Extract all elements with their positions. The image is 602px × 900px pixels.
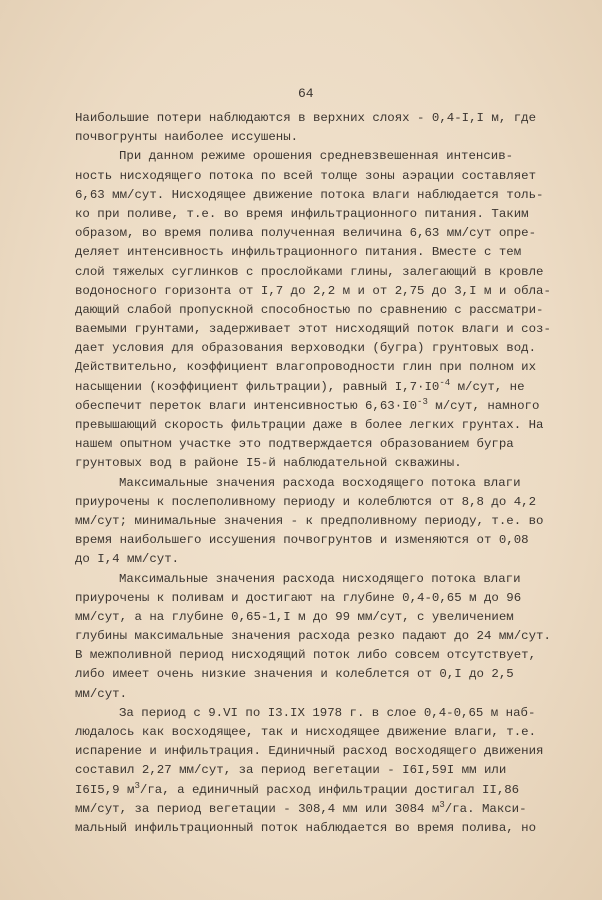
- text-line: Максимальные значения расхода восходящего потока влаги: [119, 475, 521, 490]
- text-line: составил 2,27 мм/сут, за период вегетации - I6I,59I мм или: [75, 763, 507, 778]
- text-segment: обеспечит переток влаги интенсивностью 6,63·I0: [75, 398, 418, 413]
- text-line: дающий слабой пропускной способностью по сравнению с рассматри-: [75, 302, 544, 317]
- text-line: ко при поливе, т.е. во время инфильтрационного питания. Таким: [75, 206, 529, 221]
- text-line: ваемыми грунтами, задерживает этот нисходящий поток влаги и соз-: [75, 322, 551, 337]
- text-line: либо имеет очень низкие значения и колеблется от 0,I до 2,5: [75, 667, 514, 682]
- text-line: приурочены к послеполивному периоду и колеблются от 8,8 до 4,2: [75, 494, 537, 509]
- text-line: ность нисходящего потока по всей толще зоны аэрации составляет: [75, 168, 537, 183]
- text-line: образом, во время полива полученная величина 6,63 мм/сут опре-: [75, 226, 537, 241]
- text-line: глубины максимальные значения расхода резко падают до 24 мм/сут.: [75, 629, 551, 644]
- text-segment: м/сут, намного: [427, 398, 540, 413]
- page-number: 64: [298, 86, 314, 101]
- text-line: приурочены к поливам и достигают на глубине 0,4-0,65 м до 96: [75, 590, 522, 605]
- text-line: деляет интенсивность инфильтрационного питания. Вместе с тем: [75, 245, 522, 260]
- superscript: -4: [439, 377, 451, 388]
- text-line: слой тяжелых суглинков с прослойками глины, залегающий в кровле: [75, 264, 544, 279]
- text-line: мм/сут, а на глубине 0,65-1,I м до 99 мм/сут, с увеличением: [75, 609, 514, 624]
- superscript: 3: [134, 780, 140, 791]
- text-line: мальный инфильтрационный поток наблюдается во время полива, но: [75, 820, 537, 835]
- text-line: [75, 781, 585, 800]
- text-line: [75, 397, 585, 416]
- text-line: Наибольшие потери наблюдаются в верхних слоях - 0,4-I,I м, где: [75, 111, 537, 125]
- text-line: За период с 9.VI по I3.IX 1978 г. в слое 0,4-0,65 м наб-: [119, 705, 536, 720]
- text-line: до I,4 мм/сут.: [75, 552, 180, 567]
- text-line: мм/сут.: [75, 686, 128, 701]
- text-line: дает условия для образования верховодки (бугра) грунтовых вод.: [75, 341, 537, 356]
- text-line: людалось как восходящее, так и нисходящее движение влаги, т.е.: [75, 725, 537, 739]
- superscript: -3: [417, 396, 428, 407]
- text-segment: м/сут, не: [450, 379, 525, 394]
- text-line: превышающий скорость фильтрации даже в более легких грунтах. На: [75, 418, 544, 432]
- text-segment: /га. Макси-: [444, 801, 527, 816]
- text-line: В межполивной период нисходящий поток либо совсем отсутствует,: [75, 648, 537, 663]
- text-line: испарение и инфильтрация. Единичный расход восходящего движения: [75, 744, 544, 759]
- text-line: водоносного горизонта от I,7 до 2,2 м и от 2,75 до 3,I м и обла-: [75, 283, 551, 298]
- text-segment: насыщении (коэффициент фильтрации), равный I,7·I0: [75, 379, 440, 394]
- text-line: почвогрунты наиболее иссушены.: [75, 130, 299, 145]
- text-line: грунтовых вод в районе I5-й наблюдательной скважины.: [75, 456, 462, 471]
- text-segment: /га, а единичный расход инфильтрации достигал II,86: [139, 782, 520, 797]
- text-segment: I6I5,9 м: [75, 782, 135, 797]
- superscript: 3: [439, 799, 445, 810]
- text-line: время наибольшего иссушения почвогрунтов и изменяются от 0,08: [75, 533, 529, 548]
- text-line: Действительно, коэффициент влагопроводности глин при полном их: [75, 360, 537, 375]
- text-line: При данном режиме орошения средневзвешенная интенсив-: [119, 149, 514, 164]
- text-line: Максимальные значения расхода нисходящего потока влаги: [119, 571, 521, 586]
- text-line: 6,63 мм/сут. Нисходящее движение потока влаги наблюдается толь-: [75, 187, 544, 202]
- body-text: [75, 109, 585, 838]
- text-line: нашем опытном участке это подтверждается образованием бугра: [75, 437, 514, 452]
- text-line: мм/сут; минимальные значения - к предполивному периоду, т.е. во: [75, 513, 544, 528]
- text-line: [75, 378, 585, 397]
- text-segment: мм/сут, за период вегетации - 308,4 мм или 3084 м: [75, 801, 440, 816]
- text-line: [75, 800, 585, 819]
